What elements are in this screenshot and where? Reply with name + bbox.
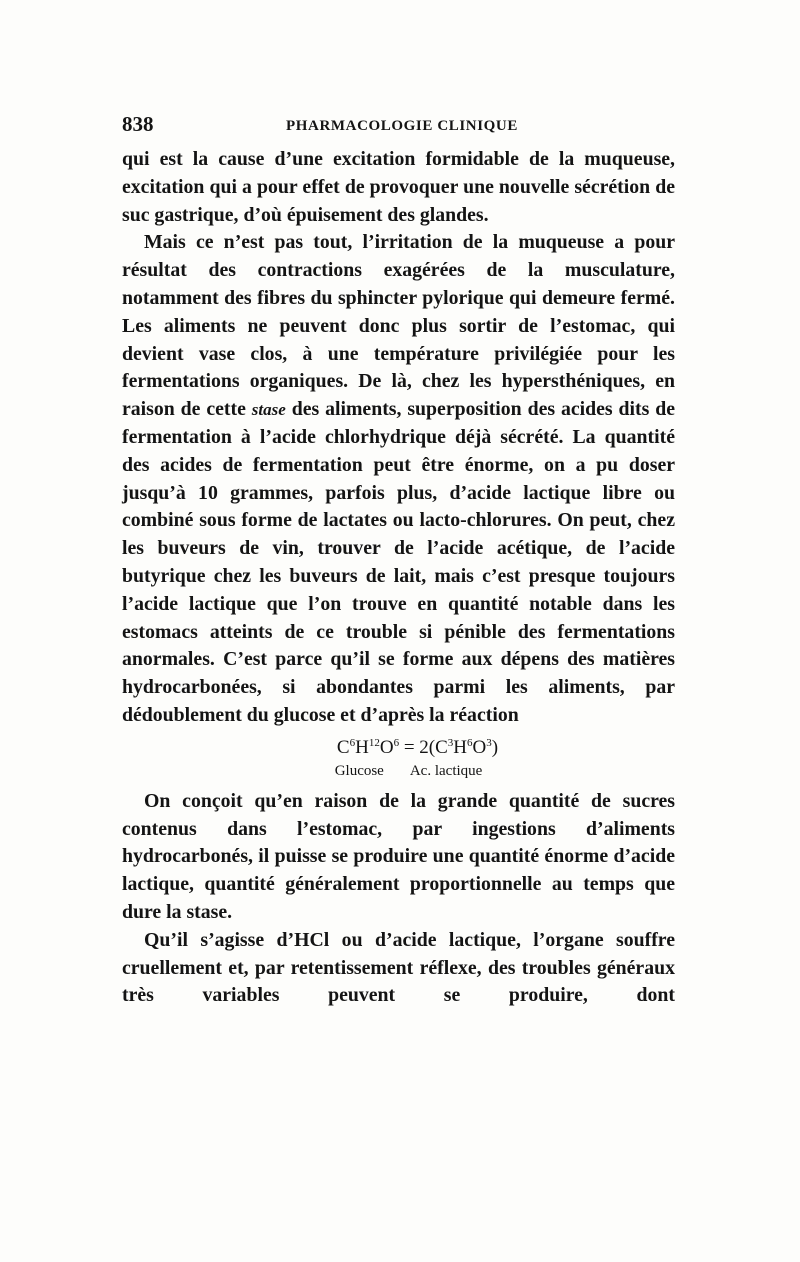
chemical-equation bbox=[122, 736, 675, 782]
label-glucose: Glucose bbox=[334, 762, 384, 779]
paragraph-2-text-b: des aliments, superposition des acides dits de fermentation à l’acide chlorhydrique déjà sécrété. La quantité des acides de fermentation peut être énorme, on a pu doser jusqu’à 10 grammes, parfois plus, d’acide lactique libre ou combiné sous forme de lactates ou lacto-chlorures. On peut, chez les buveurs de vin, trouver de l’acide acétique, de l’acide butyrique chez les buveurs de lait, mais c’est presque toujours l’acide lactique que l’on trouve en quantité notable dans les estomacs atteints de ce trouble si pénible des fermentations anormales. C’est parce qu’il se forme aux dépens des matières hydrocarbonées, si abondantes parmi les aliments, par dédoublement du glucose et d’après la réaction bbox=[122, 398, 675, 726]
paragraph-4: Qu’il s’agisse d’HCl ou d’acide lactique, l’organe souffre cruellement et, par retentissement réflexe, des troubles généraux très variables peuvent se produire, dont bbox=[122, 928, 675, 1007]
page-number: 838 bbox=[122, 112, 154, 136]
paragraph-3: On conçoit qu’en raison de la grande quantité de sucres contenus dans l’estomac, par ingestions d’aliments hydrocarbonés, il puisse se produire une quantité énorme d’acide lactique, quantité généralement proportionnelle au temps que dure la stase. bbox=[122, 789, 675, 923]
book-page bbox=[122, 112, 675, 1010]
paragraph-2 bbox=[122, 229, 675, 729]
equation-labels bbox=[122, 760, 675, 782]
label-lactic-acid: Ac. lactique bbox=[409, 762, 483, 779]
running-head bbox=[122, 112, 675, 146]
running-title: PHARMACOLOGIE CLINIQUE bbox=[286, 118, 518, 134]
equation-formula: $C^6H^{12}O^6 = 2(C^3H^6O^3)$ bbox=[336, 736, 499, 758]
paragraph-1: qui est la cause d’une excitation formidable de la muqueuse, excitation qui a pour effet de provoquer une nouvelle sécrétion de suc gastrique, d’où épuisement des glandes. bbox=[122, 148, 675, 226]
paragraph-2-text-a: Mais ce n’est pas tout, l’irritation de la muqueuse a pour résultat des contractions exagérées de la musculature, notamment des fibres du sphincter pylorique qui demeure fermé. Les aliments ne peuvent donc plus sortir de l’estomac, qui devient vase clos, à une température privilégiée pour les fermentations organiques. De là, chez les hypersthéniques, en raison de cette bbox=[122, 231, 675, 421]
paragraph-2-italic: stase bbox=[251, 400, 286, 420]
